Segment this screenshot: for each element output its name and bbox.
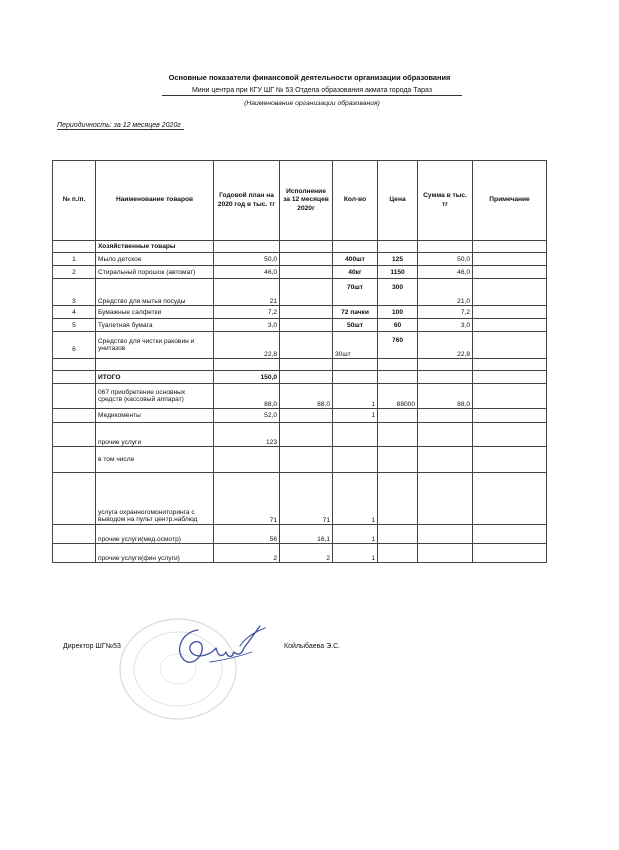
cell-sum bbox=[418, 409, 473, 423]
cell-sum: 46,0 bbox=[418, 266, 473, 279]
cell-note bbox=[473, 266, 547, 279]
table-row bbox=[53, 319, 547, 332]
table-row bbox=[53, 279, 547, 306]
signature-icon bbox=[170, 616, 275, 671]
cell-name: Стиральный порошок (автомат) bbox=[96, 266, 214, 279]
cell-execution bbox=[280, 332, 333, 359]
table-row bbox=[53, 253, 547, 266]
cell-name: Бумажные салфетки bbox=[96, 306, 214, 319]
cell-quantity: 1 bbox=[333, 525, 378, 544]
cell-plan: 50,0 bbox=[214, 253, 280, 266]
cell-quantity: 1 bbox=[333, 473, 378, 525]
cell-plan: 71 bbox=[214, 473, 280, 525]
cell-name: Средство для мытья посуды bbox=[96, 279, 214, 306]
cell-plan: 2 bbox=[214, 544, 280, 563]
cell-execution bbox=[280, 319, 333, 332]
cell-note bbox=[473, 447, 547, 473]
col-header-sum: Сумма в тыс. тг bbox=[418, 161, 473, 241]
cell-quantity: 50шт bbox=[333, 319, 378, 332]
cell-note bbox=[473, 544, 547, 563]
cell-price: 88000 bbox=[378, 384, 418, 409]
cell-execution bbox=[280, 423, 333, 447]
cell-sum: 3,0 bbox=[418, 319, 473, 332]
cell-name: услуга охранногомониторинга с выводом на пульт центр.наблюд bbox=[96, 473, 214, 525]
period-line: Периодичность: за 12 месяцев 2020г bbox=[57, 122, 184, 130]
cell-sum: 50,0 bbox=[418, 253, 473, 266]
cell-note bbox=[473, 306, 547, 319]
cell-plan: 21 bbox=[214, 279, 280, 306]
cell-name: прочие услуги bbox=[96, 423, 214, 447]
cell-plan: 88,0 bbox=[214, 384, 280, 409]
cell-quantity: 70шт bbox=[333, 279, 378, 306]
cell-price bbox=[378, 544, 418, 563]
cell-execution bbox=[280, 253, 333, 266]
col-header-plan: Годовой план на 2020 год в тыс. тг bbox=[214, 161, 280, 241]
cell-execution bbox=[280, 279, 333, 306]
cell-price: 100 bbox=[378, 306, 418, 319]
cell-execution bbox=[280, 409, 333, 423]
table-row bbox=[53, 423, 547, 447]
cell-sum: 22,8 bbox=[418, 332, 473, 359]
cell-plan: 46,0 bbox=[214, 266, 280, 279]
table-header-row bbox=[53, 161, 547, 241]
cell-price: 60 bbox=[378, 319, 418, 332]
cell-number: 3 bbox=[53, 279, 96, 306]
cell-execution bbox=[280, 266, 333, 279]
cell-price bbox=[378, 447, 418, 473]
col-header-execution: Исполнение за 12 месяцев 2020г bbox=[280, 161, 333, 241]
cell-note bbox=[473, 423, 547, 447]
cell-name: Мыло детское bbox=[96, 253, 214, 266]
cell-name: Медикоменты bbox=[96, 409, 214, 423]
cell-sum: 88,0 bbox=[418, 384, 473, 409]
col-header-price: Цена bbox=[378, 161, 418, 241]
cell-execution bbox=[280, 306, 333, 319]
col-header-number: № п./п. bbox=[53, 161, 96, 241]
cell-name: в том числе bbox=[96, 447, 214, 473]
cell-quantity: 1 bbox=[333, 384, 378, 409]
table-row bbox=[53, 525, 547, 544]
cell-quantity: 1 bbox=[333, 409, 378, 423]
cell-number: 6 bbox=[53, 332, 96, 359]
spacer-row bbox=[53, 359, 547, 371]
cell-plan: 7,2 bbox=[214, 306, 280, 319]
cell-name: прочие услуги(мед.осмотр) bbox=[96, 525, 214, 544]
cell-name: прочие услуги(фин услуги) bbox=[96, 544, 214, 563]
cell-execution: 2 bbox=[280, 544, 333, 563]
cell-execution bbox=[280, 447, 333, 473]
cell-quantity bbox=[333, 423, 378, 447]
cell-quantity bbox=[333, 447, 378, 473]
cell-execution: 88,0 bbox=[280, 384, 333, 409]
cell-sum: 7,2 bbox=[418, 306, 473, 319]
cell-sum bbox=[418, 544, 473, 563]
cell-quantity: 40кг bbox=[333, 266, 378, 279]
cell-price bbox=[378, 409, 418, 423]
cell-note bbox=[473, 473, 547, 525]
director-label: Директор ШГ№53 bbox=[63, 643, 121, 650]
section-title: Хозяйственные товары bbox=[96, 241, 214, 253]
cell-note bbox=[473, 332, 547, 359]
cell-plan: 123 bbox=[214, 423, 280, 447]
cell-execution: 71 bbox=[280, 473, 333, 525]
cell-quantity: 30шт bbox=[333, 332, 378, 359]
cell-plan: 22,8 bbox=[214, 332, 280, 359]
total-plan: 150,0 bbox=[214, 371, 280, 384]
cell-price: 300 bbox=[378, 279, 418, 306]
director-name: Койлыбаева Э.С. bbox=[284, 643, 341, 650]
cell-plan bbox=[214, 447, 280, 473]
cell-quantity: 72 пачки bbox=[333, 306, 378, 319]
cell-note bbox=[473, 253, 547, 266]
col-header-name: Наименование товаров bbox=[96, 161, 214, 241]
cell-sum bbox=[418, 473, 473, 525]
table-row bbox=[53, 409, 547, 423]
cell-number: 2 bbox=[53, 266, 96, 279]
cell-note bbox=[473, 384, 547, 409]
cell-price bbox=[378, 473, 418, 525]
cell-price: 125 bbox=[378, 253, 418, 266]
cell-execution: 16,1 bbox=[280, 525, 333, 544]
table-row bbox=[53, 384, 547, 409]
table-row bbox=[53, 473, 547, 525]
cell-quantity: 1 bbox=[333, 544, 378, 563]
cell-price: 760 bbox=[378, 332, 418, 359]
cell-sum bbox=[418, 423, 473, 447]
cell-number: 4 bbox=[53, 306, 96, 319]
cell-sum bbox=[418, 525, 473, 544]
table-row bbox=[53, 332, 547, 359]
cell-sum: 21,0 bbox=[418, 279, 473, 306]
cell-quantity: 400шт bbox=[333, 253, 378, 266]
table-row bbox=[53, 266, 547, 279]
cell-number: 1 bbox=[53, 253, 96, 266]
cell-number: 5 bbox=[53, 319, 96, 332]
cell-name: 067 приобретение основных средств (кассовый аппарат) bbox=[96, 384, 214, 409]
cell-price bbox=[378, 423, 418, 447]
col-header-note: Примечание bbox=[473, 161, 547, 241]
total-row bbox=[53, 371, 547, 384]
organization-caption: (Наименование организации образования) bbox=[244, 100, 380, 107]
organization-name: Мини центра при КГУ ШГ № 53 Отдела образования акмата города Тараз bbox=[162, 87, 462, 96]
cell-price bbox=[378, 525, 418, 544]
table-row bbox=[53, 544, 547, 563]
total-label: ИТОГО bbox=[96, 371, 214, 384]
col-header-quantity: Кол-во bbox=[333, 161, 378, 241]
cell-plan: 52,0 bbox=[214, 409, 280, 423]
cell-name: Туалетная бумага bbox=[96, 319, 214, 332]
section-row bbox=[53, 241, 547, 253]
cell-note bbox=[473, 279, 547, 306]
cell-name: Средство для чистки раковин и унитазов bbox=[96, 332, 214, 359]
cell-note bbox=[473, 319, 547, 332]
table-row bbox=[53, 306, 547, 319]
cell-plan: 3,0 bbox=[214, 319, 280, 332]
table-row bbox=[53, 447, 547, 473]
cell-note bbox=[473, 525, 547, 544]
financial-table bbox=[52, 160, 547, 563]
cell-note bbox=[473, 409, 547, 423]
cell-price: 1150 bbox=[378, 266, 418, 279]
cell-plan: 56 bbox=[214, 525, 280, 544]
document-title: Основные показатели финансовой деятельности организации образования bbox=[168, 73, 451, 82]
cell-sum bbox=[418, 447, 473, 473]
